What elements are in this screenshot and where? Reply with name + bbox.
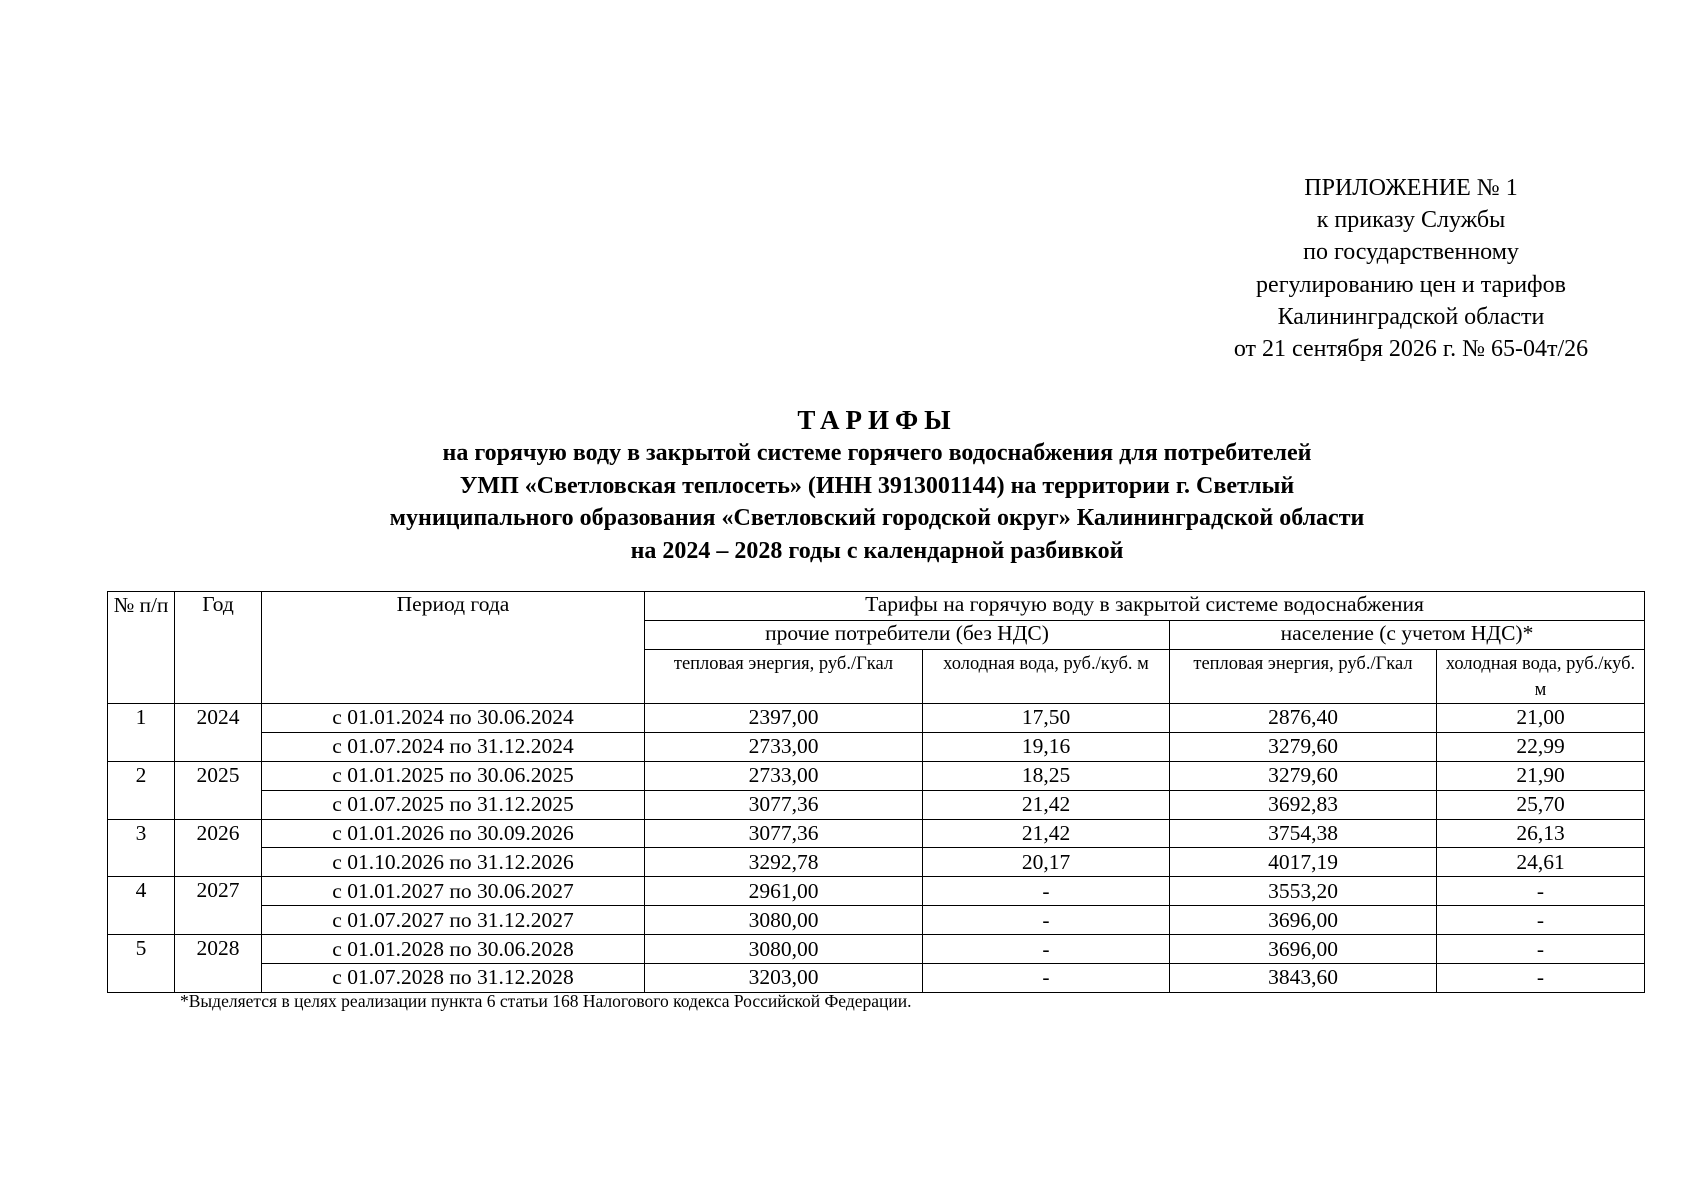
table-row	[108, 704, 1645, 733]
row-pop-cold: -	[1437, 877, 1645, 906]
table-row	[108, 964, 1645, 993]
row-year: 2024	[175, 704, 262, 762]
row-pop-cold: 24,61	[1437, 848, 1645, 877]
row-year: 2026	[175, 819, 262, 877]
row-other-heat: 2397,00	[645, 704, 923, 733]
row-num: 4	[108, 877, 175, 935]
row-other-cold: -	[923, 964, 1170, 993]
row-pop-heat: 3754,38	[1170, 819, 1437, 848]
row-year: 2025	[175, 761, 262, 819]
header-other-heat: тепловая энергия, руб./Гкал	[645, 650, 923, 704]
appendix-line: по государственному	[1303, 239, 1519, 266]
row-other-cold: -	[923, 935, 1170, 964]
row-period: с 01.01.2025 по 30.06.2025	[262, 761, 645, 790]
table-row	[108, 906, 1645, 935]
row-pop-heat: 3696,00	[1170, 906, 1437, 935]
row-pop-cold: 21,00	[1437, 704, 1645, 733]
row-pop-cold: -	[1437, 906, 1645, 935]
header-group-population: население (с учетом НДС)*	[1170, 621, 1645, 650]
row-period: с 01.07.2027 по 31.12.2027	[262, 906, 645, 935]
table-row	[108, 732, 1645, 761]
appendix-block	[1180, 172, 1642, 365]
row-pop-heat: 3279,60	[1170, 761, 1437, 790]
row-other-heat: 3077,36	[645, 790, 923, 819]
row-other-heat: 3203,00	[645, 964, 923, 993]
title-line: на 2024 – 2028 годы с календарной разбивкой	[630, 537, 1124, 564]
row-other-cold: 21,42	[923, 819, 1170, 848]
row-period: с 01.01.2024 по 30.06.2024	[262, 704, 645, 733]
row-other-heat: 3080,00	[645, 906, 923, 935]
row-other-heat: 3292,78	[645, 848, 923, 877]
row-other-cold: 19,16	[923, 732, 1170, 761]
row-pop-cold: -	[1437, 935, 1645, 964]
table-row	[108, 819, 1645, 848]
row-year: 2027	[175, 877, 262, 935]
row-period: с 01.01.2027 по 30.06.2027	[262, 877, 645, 906]
row-num: 5	[108, 935, 175, 993]
row-period: с 01.10.2026 по 31.12.2026	[262, 848, 645, 877]
row-pop-heat: 4017,19	[1170, 848, 1437, 877]
row-year: 2028	[175, 935, 262, 993]
table-row	[108, 761, 1645, 790]
row-other-cold: 18,25	[923, 761, 1170, 790]
row-pop-cold: -	[1437, 964, 1645, 993]
title-line: на горячую воду в закрытой системе горячего водоснабжения для потребителей	[442, 440, 1312, 466]
header-tariffs: Тарифы на горячую воду в закрытой системе водоснабжения	[645, 592, 1645, 621]
row-num: 2	[108, 761, 175, 819]
header-other-cold: холодная вода, руб./куб. м	[923, 650, 1170, 704]
row-period: с 01.07.2025 по 31.12.2025	[262, 790, 645, 819]
row-pop-cold: 22,99	[1437, 732, 1645, 761]
header-pop-heat: тепловая энергия, руб./Гкал	[1170, 650, 1437, 704]
tariffs-table	[107, 591, 1645, 993]
row-pop-heat: 3279,60	[1170, 732, 1437, 761]
row-other-cold: 20,17	[923, 848, 1170, 877]
footnote: *Выделяется в целях реализации пункта 6 статьи 168 Налогового кодекса Российской Федерации.	[180, 991, 912, 1011]
row-num: 3	[108, 819, 175, 877]
row-period: с 01.01.2028 по 30.06.2028	[262, 935, 645, 964]
title-line: УМП «Светловская теплосеть» (ИНН 3913001144) на территории г. Светлый	[459, 472, 1295, 499]
appendix-line: регулированию цен и тарифов	[1256, 271, 1566, 298]
table-row	[108, 848, 1645, 877]
row-pop-cold: 21,90	[1437, 761, 1645, 790]
header-num: № п/п	[108, 592, 175, 704]
row-pop-heat: 3553,20	[1170, 877, 1437, 906]
row-period: с 01.07.2028 по 31.12.2028	[262, 964, 645, 993]
row-other-heat: 3077,36	[645, 819, 923, 848]
title-main: ТАРИФЫ	[797, 405, 957, 435]
row-period: с 01.07.2024 по 31.12.2024	[262, 732, 645, 761]
row-other-heat: 2733,00	[645, 761, 923, 790]
row-other-cold: 21,42	[923, 790, 1170, 819]
document-title	[110, 403, 1644, 567]
title-line: муниципального образования «Светловский городской округ» Калининградской области	[389, 505, 1365, 531]
row-pop-heat: 2876,40	[1170, 704, 1437, 733]
row-other-cold: -	[923, 877, 1170, 906]
row-pop-cold: 25,70	[1437, 790, 1645, 819]
row-other-heat: 2961,00	[645, 877, 923, 906]
row-other-heat: 3080,00	[645, 935, 923, 964]
row-pop-cold: 26,13	[1437, 819, 1645, 848]
row-other-cold: 17,50	[923, 704, 1170, 733]
row-pop-heat: 3696,00	[1170, 935, 1437, 964]
table-row	[108, 877, 1645, 906]
row-pop-heat: 3692,83	[1170, 790, 1437, 819]
appendix-line: ПРИЛОЖЕНИЕ № 1	[1304, 175, 1518, 201]
header-year: Год	[175, 592, 262, 704]
header-pop-cold: холодная вода, руб./куб. м	[1437, 650, 1645, 704]
header-group-other: прочие потребители (без НДС)	[645, 621, 1170, 650]
appendix-line: к приказу Службы	[1316, 207, 1506, 234]
row-pop-heat: 3843,60	[1170, 964, 1437, 993]
header-period: Период года	[262, 592, 645, 704]
table-row	[108, 935, 1645, 964]
row-period: с 01.01.2026 по 30.09.2026	[262, 819, 645, 848]
table-row	[108, 790, 1645, 819]
appendix-line: Калининградской области	[1277, 303, 1545, 330]
row-num: 1	[108, 704, 175, 762]
appendix-line: от 21 сентября 2026 г. № 65-04т/26	[1233, 336, 1589, 363]
row-other-heat: 2733,00	[645, 732, 923, 761]
row-other-cold: -	[923, 906, 1170, 935]
